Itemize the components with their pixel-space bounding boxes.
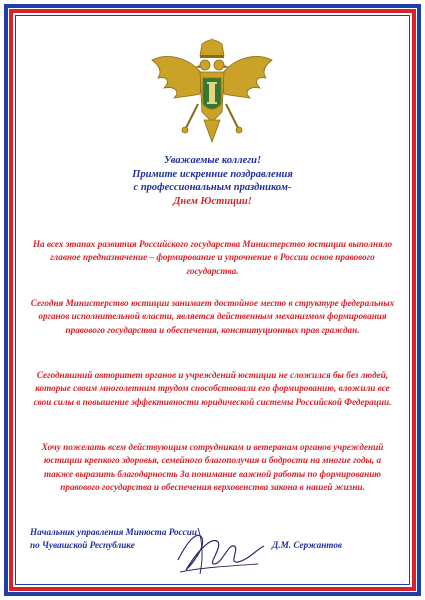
paragraph-2: Сегодня Министерство юстиции занимает достойное место в структуре федеральных органов исполнительной власти, является действенным механизмом формирования правового государства и обеспечения, конституционных прав граждан. xyxy=(30,298,395,335)
paragraph-1: На всех этапах развития Российского государства Министерство юстиции выполняло главное предназначение – формирование и упрочнение в России основ правового государства. xyxy=(32,239,393,276)
greeting-line-1: Уважаемые коллеги! xyxy=(163,155,262,166)
signatory-name: Д.М. Сержантов xyxy=(272,540,343,550)
paragraph-4: Хочу пожелать всем действующим сотрудникам и ветеранам органов учреждений юстиции крепкого здоровья, семейного благополучия и бодрости на многие годы, а также выразить благодарность За понимание важной работы по формированию правового государства и обеспечения верховенства закона в нашей жизни. xyxy=(41,442,384,493)
signatory-title-line-2: по Чувашской Республике xyxy=(30,540,135,550)
greeting-block xyxy=(40,154,385,208)
paragraph-3: Сегодняшний авторитет органов и учреждений юстиции не сложился бы без людей, которые своим многолетним трудом способствовали его формированию, вложили все свои силы в повышение эффективности юридической системы Российской Федерации. xyxy=(33,370,392,407)
greeting-line-3: с профессиональным праздником- xyxy=(133,182,292,193)
greeting-line-4: Днем Юстиции! xyxy=(173,195,252,207)
signatory-title-line-1: Начальник управления Минюста России xyxy=(30,527,197,537)
greeting-line-2: Примите искренние поздравления xyxy=(132,168,293,180)
eagle-emblem-icon xyxy=(150,38,274,150)
handwritten-signature-icon xyxy=(168,520,268,578)
